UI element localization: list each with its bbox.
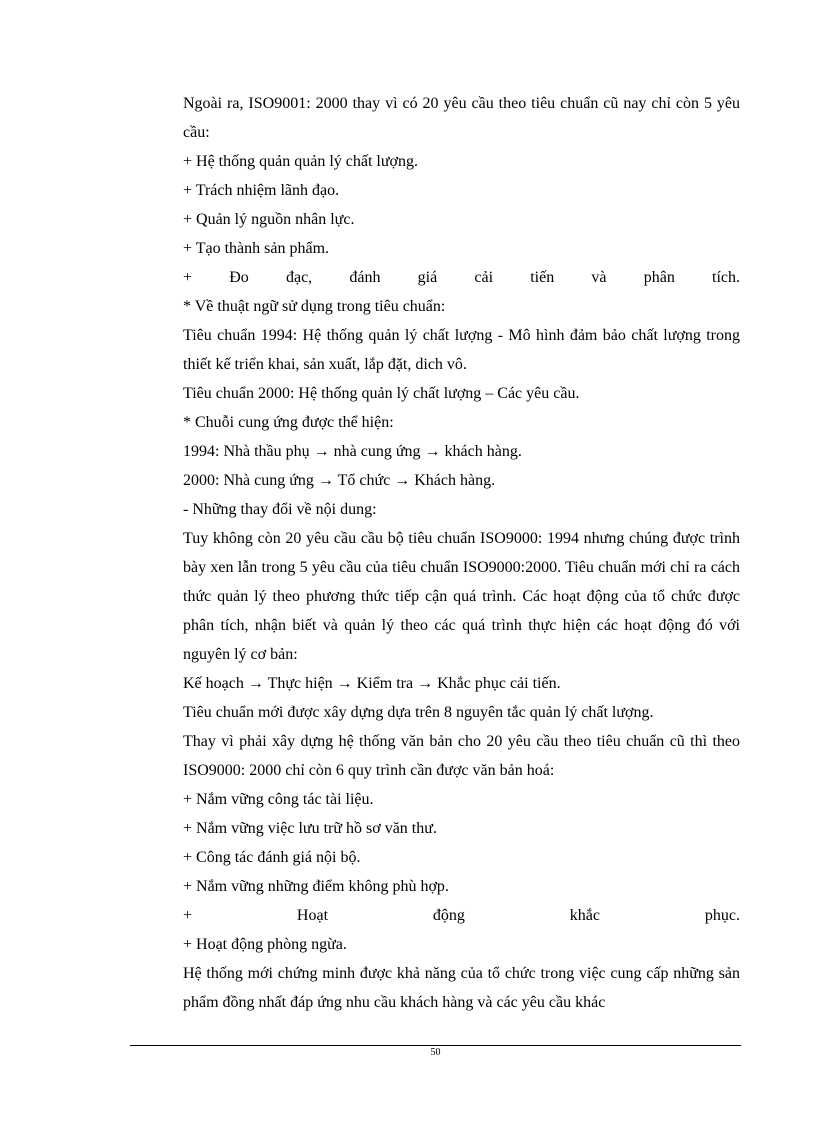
paragraph-chain-1994: 1994: Nhà thầu phụ → nhà cung ứng → khách hàng.	[183, 443, 522, 460]
list-item-preventive-action: + Hoạt động phòng ngừa.	[183, 936, 347, 953]
list-item-records-control: + Nắm vững việc lưu trữ hồ sơ văn thư.	[183, 820, 437, 837]
list-item-human-resources: + Quản lý nguồn nhân lực.	[183, 211, 355, 228]
paragraph-chain-2000: 2000: Nhà cung ứng → Tổ chức → Khách hàng.	[183, 472, 496, 489]
paragraph-terminology-heading: * Về thuật ngữ sử dụng trong tiêu chuẩn:	[183, 298, 446, 315]
list-item-leadership: + Trách nhiệm lãnh đạo.	[183, 182, 340, 199]
footer-rule	[130, 1045, 741, 1046]
list-item-product-creation: + Tạo thành sản phẩm.	[183, 240, 330, 257]
paragraph-supply-chain-heading: * Chuỗi cung ứng được thể hiện:	[183, 414, 394, 431]
paragraph-standard-1994: Tiêu chuẩn 1994: Hệ thống quản lý chất lượng - Mô hình đảm bảo chất lượng trong thiết kế triển khai, sản xuất, lắp đặt, dich vô.	[183, 327, 740, 373]
list-item-document-control: + Nắm vững công tác tài liệu.	[183, 791, 374, 808]
list-item-nonconformity: + Nắm vững những điểm không phù hợp.	[183, 878, 449, 895]
paragraph-intro: Ngoài ra, ISO9001: 2000 thay vì có 20 yêu cầu theo tiêu chuẩn cũ nay chỉ còn 5 yêu cầu:	[183, 95, 740, 141]
paragraph-six-procedures-intro: Thay vì phải xây dựng hệ thống văn bản cho 20 yêu cầu theo tiêu chuẩn cũ thì theo ISO9000: 2000 chỉ còn 6 quy trình cần được văn bản hoá:	[183, 733, 740, 779]
paragraph-conclusion: Hệ thống mới chứng minh được khả năng của tổ chức trong việc cung cấp những sản phẩm đồng nhất đáp ứng nhu cầu khách hàng và các yêu cầu khác	[183, 965, 740, 1011]
document-body	[183, 89, 740, 1017]
page-number: 50	[430, 1047, 441, 1058]
paragraph-changes-heading: - Những thay đổi về nội dung:	[183, 501, 377, 518]
list-item-internal-audit: + Công tác đánh giá nội bộ.	[183, 849, 361, 866]
paragraph-standard-2000: Tiêu chuẩn 2000: Hệ thống quản lý chất lượng – Các yêu cầu.	[183, 385, 580, 402]
paragraph-pdca-cycle: Kế hoạch → Thực hiện → Kiểm tra → Khắc phục cải tiến.	[183, 675, 561, 692]
list-item-measurement: + Đo đạc, đánh giá cải tiến và phân tích.	[183, 269, 740, 286]
paragraph-changes-body: Tuy không còn 20 yêu cầu cầu bộ tiêu chuẩn ISO9000: 1994 nhưng chúng được trình bày xen lẫn trong 5 yêu cầu của tiêu chuẩn ISO9000:2000. Tiêu chuẩn mới chỉ ra cách thức quản lý theo phương thức tiếp cận quá trình. Các hoạt động của tổ chức được phân tích, nhận biết và quản lý theo các quá trình thực hiện các hoạt động đó với nguyên lý cơ bản:	[183, 530, 740, 663]
list-item-corrective-action: + Hoạt động khắc phục.	[183, 907, 740, 924]
paragraph-eight-principles: Tiêu chuẩn mới được xây dựng dựa trên 8 nguyên tắc quản lý chất lượng.	[183, 704, 654, 721]
page-footer	[130, 1045, 741, 1059]
list-item-quality-system: + Hệ thống quản quản lý chất lượng.	[183, 153, 418, 170]
